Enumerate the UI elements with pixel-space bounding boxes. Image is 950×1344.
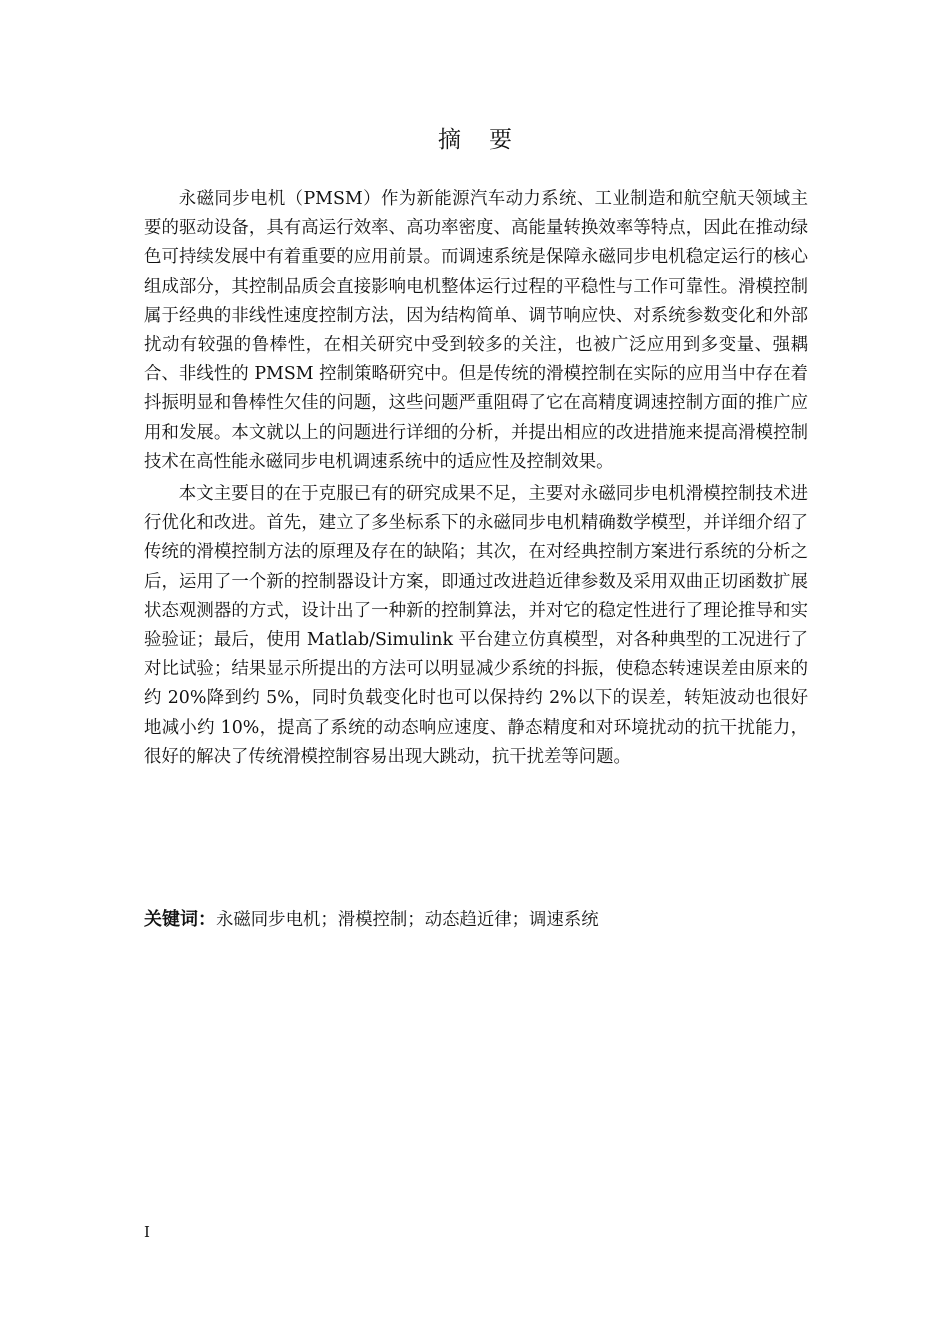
keywords-label: 关键词： xyxy=(144,909,216,930)
abstract-paragraph-1: 永磁同步电机（PMSM）作为新能源汽车动力系统、工业制造和航空航天领域主要的驱动设备，具有高运行效率、高功率密度、高能量转换效率等特点，因此在推动绿色可持续发展中有着重要的应用前景。而调速系统是保障永磁同步电机稳定运行的核心组成部分，其控制品质会直接影响电机整体运行过程的平稳性与工作可靠性。滑模控制属于经典的非线性速度控制方法，因为结构简单、调节响应快、对系统参数变化和外部扰动有较强的鲁棒性，在相关研究中受到较多的关注，也被广泛应用到多变量、强耦合、非线性的 PMSM 控制策略研究中。但是传统的滑模控制在实际的应用当中存在着抖振明显和鲁棒性欠佳的问题，这些问题严重阻碍了它在高精度调速控制方面的推广应用和发展。本文就以上的问题进行详细的分析，并提出相应的改进措施来提高滑模控制技术在高性能永磁同步电机调速系统中的适应性及控制效果。 xyxy=(144,189,808,472)
page-number: I xyxy=(144,1223,150,1241)
abstract-body xyxy=(144,185,808,772)
keywords-text: 永磁同步电机；滑模控制；动态趋近律；调速系统 xyxy=(216,910,599,930)
keywords-line xyxy=(144,905,808,935)
abstract-title: 摘要 xyxy=(438,127,540,153)
abstract-paragraph-2: 本文主要目的在于克服已有的研究成果不足，主要对永磁同步电机滑模控制技术进行优化和改进。首先，建立了多坐标系下的永磁同步电机精确数学模型，并详细介绍了传统的滑模控制方法的原理及存在的缺陷；其次，在对经典控制方案进行系统的分析之后，运用了一个新的控制器设计方案，即通过改进趋近律参数及采用双曲正切函数扩展状态观测器的方式，设计出了一种新的控制算法，并对它的稳定性进行了理论推导和实验验证；最后，使用 Matlab/Simulink 平台建立仿真模型，对各种典型的工况进行了对比试验；结果显示所提出的方法可以明显减少系统的抖振，使稳态转速误差由原来的约 20%降到约 5%，同时负载变化时也可以保持约 2%以下的误差，转矩波动也很好地减小约 10%，提高了系统的动态响应速度、静态精度和对环境扰动的抗干扰能力，很好的解决了传统滑模控制容易出现大跳动，抗干扰差等问题。 xyxy=(144,484,808,767)
